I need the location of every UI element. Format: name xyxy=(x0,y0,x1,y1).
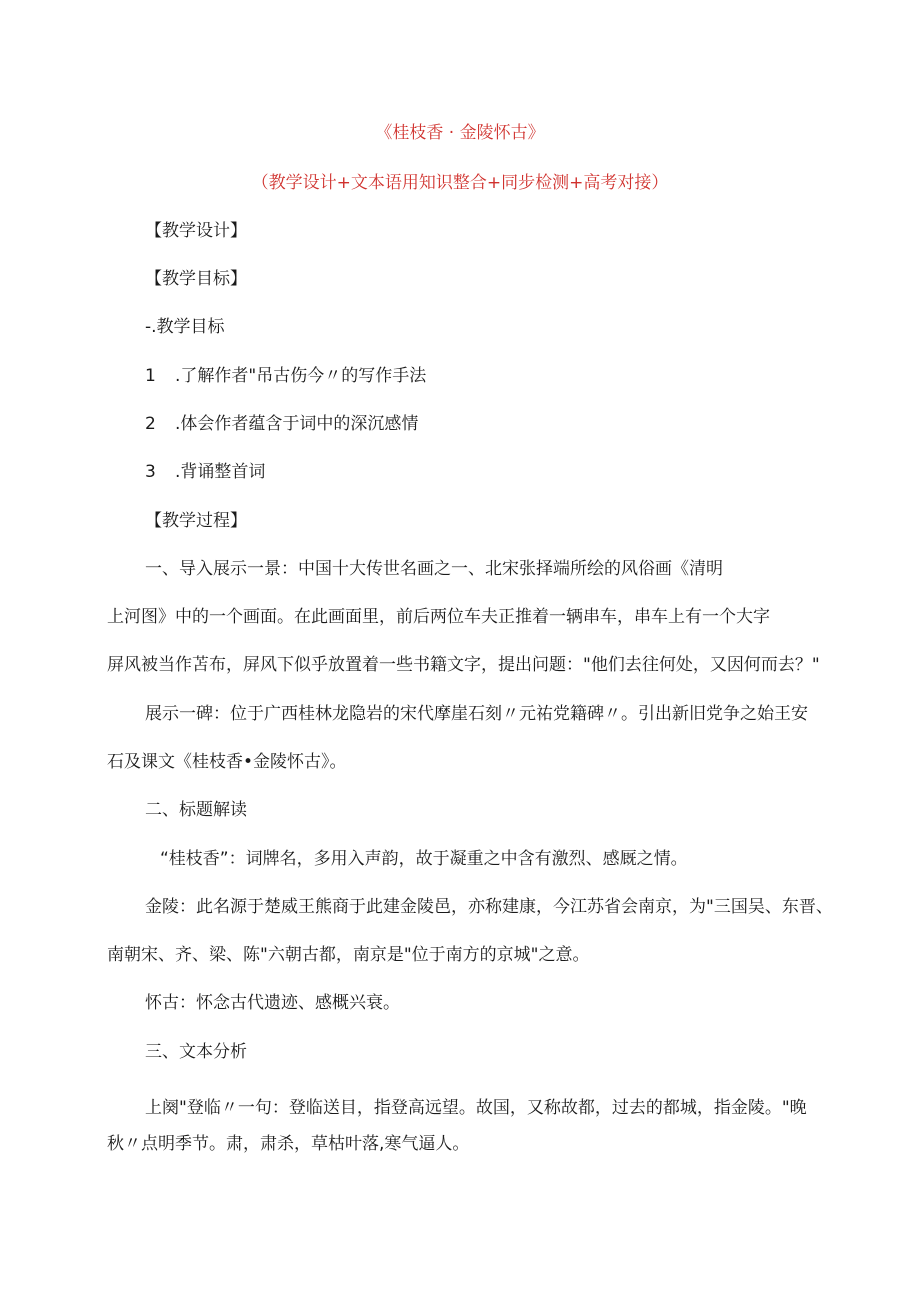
goal-number: 3 xyxy=(145,462,156,482)
goal-text: .背诵整首词 xyxy=(175,462,266,482)
section-title-interpretation: 二、标题解读 xyxy=(145,800,247,820)
jinling-paragraph-line: 南朝宋、齐、梁、陈"六朝古都，南京是"位于南方的京城"之意。 xyxy=(107,945,590,965)
stele-paragraph-line: 展示一碑：位于广西桂林龙隐岩的宋代摩崖石刻〃元祐党籍碑〃。引出新旧党争之始王安 xyxy=(145,704,808,724)
jinling-paragraph-line: 金陵：此名源于楚威王熊商于此建金陵邑，亦称建康，今江苏省会南京，为"三国吴、东晋、 xyxy=(145,897,833,917)
analysis-paragraph-line: 上阕"登临〃一句：登临送目，指登高远望。故国，又称故都，过去的都城，指金陵。"晚 xyxy=(145,1098,807,1118)
goal-item-2 xyxy=(145,412,418,436)
heading-teaching-process: 【教学过程】 xyxy=(145,511,247,531)
heading-teaching-goals: 【教学目标】 xyxy=(145,269,247,289)
goal-item-3 xyxy=(145,460,265,484)
goal-item-1 xyxy=(145,364,426,388)
goal-number: 1 xyxy=(145,366,156,386)
intro-paragraph-line: 屏风被当作苫布，屏风下似乎放置着一些书籍文字，提出问题："他们去往何处，又因何而去？" xyxy=(107,655,820,675)
stele-paragraph-line: 石及课文《桂枝香•金陵怀古》。 xyxy=(107,752,347,772)
goal-text: .了解作者"吊古伤今〃的写作手法 xyxy=(175,366,427,386)
goal-text: .体会作者蕴含于词中的深沉感情 xyxy=(175,414,419,434)
intro-paragraph-line: 一、导入展示一景：中国十大传世名画之一、北宋张择端所绘的风俗画《清明 xyxy=(145,559,723,579)
section-title-text-analysis: 三、文本分析 xyxy=(145,1042,247,1062)
heading-teaching-design: 【教学设计】 xyxy=(145,221,247,241)
analysis-paragraph-line: 秋〃点明季节。肃，肃杀，草枯叶落,寒气逼人。 xyxy=(107,1134,470,1154)
goals-label: -.教学目标 xyxy=(145,317,225,337)
cipai-explanation: “桂枝香”：词牌名，多用入声韵，故于凝重之中含有激烈、感厩之情。 xyxy=(160,849,688,869)
intro-paragraph-line: 上河图》中的一个画面。在此画面里，前后两位车夫正推着一辆串车，串车上有一个大字 xyxy=(107,607,770,627)
doc-subtitle: （教学设计+文本语用知识整合+同步检测+高考对接） xyxy=(251,173,669,193)
goal-number: 2 xyxy=(145,414,156,434)
doc-title: 《桂枝香 · 金陵怀古》 xyxy=(375,123,545,143)
huaigu-explanation: 怀古：怀念古代遗迹、感概兴衰。 xyxy=(145,993,400,1013)
